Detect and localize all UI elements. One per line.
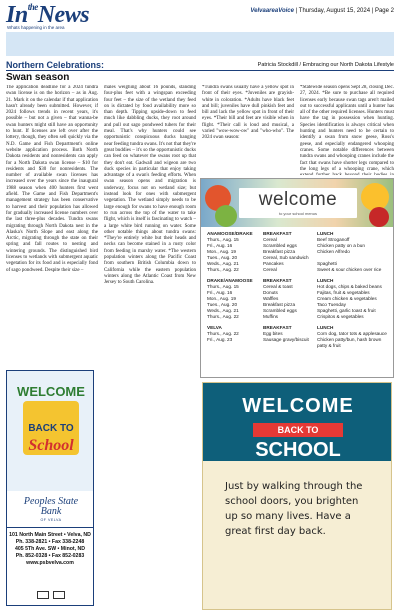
menu-group xyxy=(207,231,391,273)
menu-column xyxy=(263,231,317,273)
bank-name: Peoples State Bank xyxy=(23,496,79,517)
banner-welcome: welcome xyxy=(258,189,338,210)
menu-banner xyxy=(201,179,393,227)
brand-logo: $In^{the}News$ xyxy=(6,2,90,28)
menu-cell: Spaghetti, garlic toast & fruit xyxy=(317,308,376,313)
bank-ad xyxy=(6,370,94,606)
menu-cell: Tues., Aug. 20 xyxy=(207,302,238,307)
welcome-back-ad xyxy=(202,382,392,610)
menu-cell: Tues., Aug. 20 xyxy=(207,255,238,260)
fruit-graphic xyxy=(369,207,389,227)
menu-cell: Weds., Aug. 21 xyxy=(207,261,239,266)
menu-group xyxy=(207,278,391,320)
menu-cell: Waffles xyxy=(263,296,279,301)
menu-cell: Chicken Alfredo xyxy=(317,249,350,254)
page-number: Page 2 xyxy=(374,8,394,14)
brand-tagline: Whats happening in the area xyxy=(7,25,65,30)
menu-cell: Sweet & sour chicken over rice xyxy=(317,267,382,272)
menu-column xyxy=(207,231,263,273)
menu-column-header: BREAKFAST xyxy=(263,231,292,236)
bank-contact: 101 North Main Street • Velva, ND Ph. 338-2821 • Fax 338-2248 405 5Th Ave. SW • Minot, ND Ph. 852-0328 • Fax 852-0283 www.psbvelva.com xyxy=(7,527,93,606)
menu-column xyxy=(207,278,263,320)
ad2-school: SCHOOL xyxy=(255,439,341,461)
menu-cell: Muffins xyxy=(263,314,279,319)
menu-column xyxy=(317,278,391,320)
menu-cell: Fri., Aug. 23 xyxy=(207,337,233,342)
ad2-message: Just by walking through the school doors, you brighten up so many lives. Have a great first day back. xyxy=(225,481,363,537)
menu-cell: Chicken patty/bun, hash brown patty & fruit xyxy=(317,337,382,348)
article-column-4: *Statewide season opens Sept 28, closing Dec. 27, 2024. *Be sure to purchase all required licenses early because swan tags aren't mailed out to successful applicants until a hunter has all of the other required licenses. Hunters must have the tag in possession when hunting. Species identification is always critical when hunting and hunters need to be certain to identify a swan from snow geese, Ross's geese, and especially endangered whooping cranes. Some notable differences between tundra swans and whooping cranes include the fact that swans have shorter legs compared to the long legs of a whooping crane, which xyxy=(300,85,394,172)
ad-welcome-text: WELCOME xyxy=(17,384,85,399)
menu-cell: Mon., Aug. 19 xyxy=(207,296,236,301)
menu-column xyxy=(207,325,263,349)
menu-cell: Cereal, Sub sandwich xyxy=(263,255,309,260)
back-to-school-art xyxy=(7,371,93,491)
article-column-1: The application deadline for a 2024 tundra swan license is on the horizon – as in Aug. 21. Mark it on the calendar if that application hasn't already been submitted. However, if 2024 follows trends in recent years, it's possible – but not a given – that wanna-be swan hunters might still have an opportunity to hunt. If licenses are left over after the lottery, though, they often sell quickly via the N.D. Game and Fish Department's online website application process. Both North Dakota residents and nonresidents can apply for a North Dakota swan license – $10 for residents and $30 for nonresidents. The number of available swan licenses has increased over the years since the inaugural 1988 season when 400 hunters first went afield. The Game and Fish Department's management strategy has been conservative to harvest and their population has allowed for gradually increased license numbers over the last three-plus decades. Tundra swans migrating through North Dakota nest in the Alaska's North Slope and east along the Arctic, migrating through the state on their spring and fall routes to nesting and wintering grounds. The distinguished bird licenses to wetlands with submergent aquatic vegetation for its food and is especially fond of sago pondweed. Despite their size – xyxy=(6,85,98,273)
menu-column-header: LUNCH xyxy=(317,278,334,283)
menu-body xyxy=(207,231,391,354)
menu-cell: Taco Tuesday xyxy=(317,302,346,307)
ad2-welcome: WELCOME xyxy=(242,395,354,417)
paper-name: VelvaareaVoice xyxy=(250,8,294,14)
menu-cell: Chicken patty on a bun xyxy=(317,243,365,248)
menu-column-header: VELVA xyxy=(207,325,222,330)
menu-cell: Spaghetti xyxy=(317,261,337,266)
ad2-back-to: BACK TO xyxy=(253,423,343,437)
menu-cell: Thurs., Aug. 15 xyxy=(207,237,239,242)
article-column-2: males weighing about 16 pounds, standing four-plus feet with a wingspan exceeding four feet – the size of the wetland they feed on is dictated by food availability more so than depth. Tipping upside-down to feed much like dabbling ducks, they root around and pull out sago pondweed tubers for their meal. That's why hunters could see opportunistic conspicuous ducks hanging near feeding tundra swans. It's not that they're great buddies – it's so the opportunistic ducks can feed on whatever the swans root up that they don't eat. Gadwall and wigeon are two duck species in particular that enjoy taking advantage of a swan's feeding efforts. When swan season opens and migration is underway, focus not on wetland size; but instead look for ones with submergent vegetation. The wetland simply needs to be large enough for swans to have enough room to run across the top of the water to take flight, which is itself is fascinating to watch – a large white bird running on water. Some other notable things about tundra swans: *They're entirely white but their heads and necks can become stained in a rusty color from feeding in marshy water. *The western population winters along the Pacific Coast from southern British Columbia down to California while the eastern population winters along the Atlantic Coast from New Jersey to South Carolina. xyxy=(104,85,196,286)
menu-column xyxy=(317,325,391,349)
menu-column-header: LUNCH xyxy=(317,231,334,236)
menu-column-header: LUNCH xyxy=(317,325,334,330)
banner-subtitle: to your school menus xyxy=(278,211,318,216)
menu-cell: Cereal xyxy=(263,267,277,272)
ad-school-text: School xyxy=(28,437,74,454)
menu-cell: Thurs., Aug. 22 xyxy=(207,314,239,319)
menu-column-header: ANAMOOSE/DRAKE xyxy=(207,231,253,236)
menu-cell: Donuts xyxy=(263,290,278,295)
menu-cell: Scrambled eggs xyxy=(263,308,297,313)
menu-cell: Scrambled eggs xyxy=(263,243,297,248)
issue-date: Thursday, August 15, 2024 xyxy=(298,8,371,14)
menu-column-header: DRAKE/ANAMOOSE xyxy=(207,278,253,283)
menu-column-header: BREAKFAST xyxy=(263,278,292,283)
menu-cell: Cereal & toast xyxy=(263,284,293,289)
fruit-graphic xyxy=(215,205,237,227)
menu-cell: Thurs., Aug. 22 xyxy=(207,267,239,272)
menu-cell: Beef Stroganoff xyxy=(317,237,350,242)
menu-cell: Weds., Aug. 21 xyxy=(207,308,239,313)
masthead xyxy=(6,2,394,32)
section-title: Northern Celebrations: xyxy=(6,60,105,70)
menu-cell: Fajitas, fruit & vegetables xyxy=(317,290,370,295)
menu-cell: Cream chicken & vegetables xyxy=(317,296,377,301)
fdic-equal-housing-icons xyxy=(37,591,67,599)
menu-cell: Hot dogs, chips & baked beans xyxy=(317,284,382,289)
menu-column xyxy=(263,325,317,349)
section-credit: Patricia Stockdill / Embracing our North Dakota Lifestyle xyxy=(257,62,394,68)
menu-cell: Thurs., Aug. 15 xyxy=(207,284,239,289)
issue-line: VelvaareaVoice | Thursday, August 15, 2024 | Page 2 xyxy=(250,8,394,14)
menu-cell: Fri., Aug. 16 xyxy=(207,243,233,248)
menu-cell: Breakfast pizza xyxy=(263,249,296,254)
ad-header xyxy=(203,383,391,461)
menu-cell: Mon., Aug. 19 xyxy=(207,249,236,254)
menu-cell: Corn dog, tator tots & applesauce xyxy=(317,331,387,336)
bank-subtitle: OF VELVA xyxy=(40,518,62,522)
menu-cell: Sausage gravy/biscuit xyxy=(263,337,309,342)
school-menu-box xyxy=(200,178,394,378)
menu-cell: Fri., Aug. 16 xyxy=(207,290,233,295)
article-column-3: *Tundra swans usually have a yellow spot in front of their eyes. *Juveniles are grayish-white in coloration. *Adults have black feet and bill; juveniles have dull pinkish feet and bill and lack the yellow spot in front of their eyes. *Their bill and feet are visible when in flight. *Their call is loud and musical, a varied "wow-wow-ow" and "who-who". The 2024 swan season: xyxy=(202,85,294,141)
menu-cell: Pancakes xyxy=(263,261,284,266)
ad-back-to-text: BACK TO xyxy=(28,423,74,434)
banner-card xyxy=(239,188,357,218)
menu-cell: Crispitos & vegetables xyxy=(317,314,364,319)
menu-column-header: BREAKFAST xyxy=(263,325,292,330)
menu-group xyxy=(207,325,391,349)
menu-cell: Breakfast pizza xyxy=(263,302,296,307)
article-headline: Swan season xyxy=(6,72,70,83)
menu-column xyxy=(317,231,391,273)
menu-column xyxy=(263,278,317,320)
menu-cell: Cereal xyxy=(263,237,277,242)
menu-cell: Egg bites xyxy=(263,331,283,336)
header-band xyxy=(6,32,394,56)
section-divider xyxy=(6,70,394,71)
menu-cell: Thurs., Aug. 22 xyxy=(207,331,239,336)
